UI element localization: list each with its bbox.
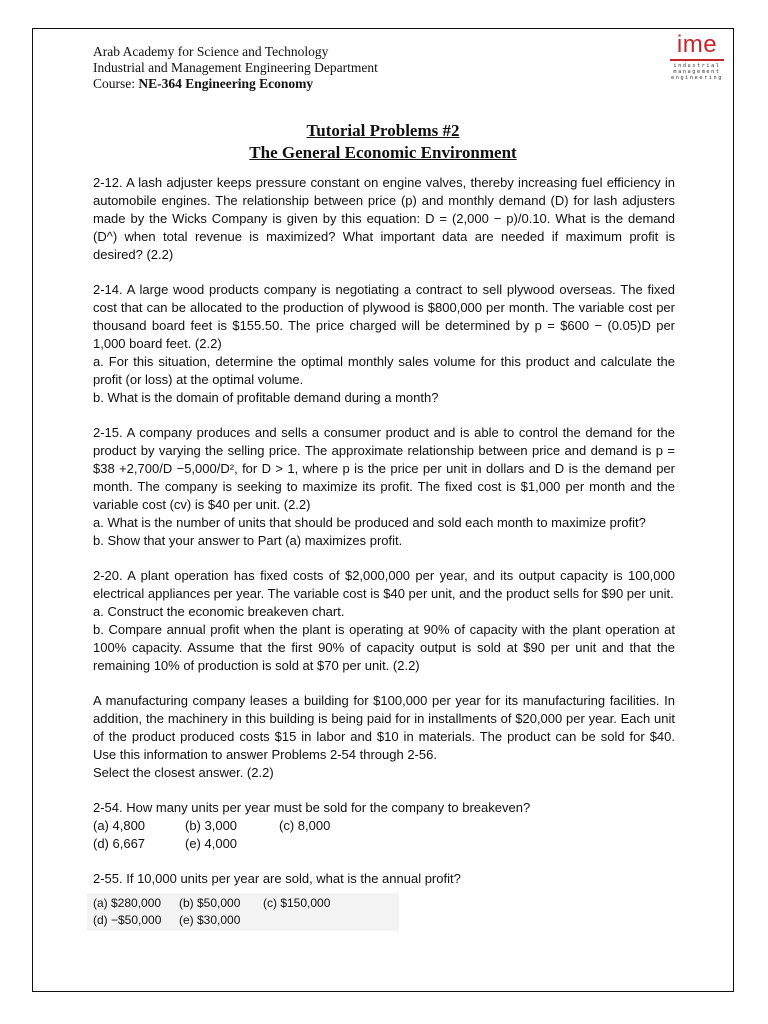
problem-2-55-choices bbox=[93, 895, 393, 929]
course-label: Course: bbox=[93, 76, 135, 91]
title-line-1: Tutorial Problems #2 bbox=[306, 121, 460, 140]
choice-e: (e) 4,000 bbox=[185, 836, 238, 851]
problem-2-54-question: 2-54. How many units per year must be sold for the company to breakeven? bbox=[93, 800, 531, 815]
problem-2-20 bbox=[93, 567, 675, 675]
intro-select: Select the closest answer. (2.2) bbox=[93, 765, 274, 780]
choice-a: (a) 4,800 bbox=[93, 818, 146, 833]
department-name: Industrial and Management Engineering Department bbox=[93, 60, 378, 75]
choice-d: (d) 6,667 bbox=[93, 836, 146, 851]
problem-2-14-part-b: b. What is the domain of profitable demand during a month? bbox=[93, 390, 439, 405]
ime-logo bbox=[668, 33, 726, 81]
problem-2-54-choices bbox=[93, 817, 675, 853]
choice-e: (e) $30,000 bbox=[179, 913, 241, 927]
problem-2-15-text: 2-15. A company produces and sells a consumer product and is able to control the demand for the product by varying the selling price. The approximate relationship between price and demand is p = $38 +2,700/D −5,000/D², for D > 1, where p is the price per unit in dollars and D is the demand per month. The company is seeking to maximize its profit. The fixed cost is $1,000 per month and the variable cost (cv) is $40 per unit. (2.2) bbox=[93, 425, 675, 512]
document-title bbox=[32, 120, 734, 164]
logo-line-management: management bbox=[673, 68, 721, 75]
problem-set-intro bbox=[93, 692, 675, 782]
problem-2-15 bbox=[93, 424, 675, 550]
problem-2-55-question: 2-55. If 10,000 units per year are sold, what is the annual profit? bbox=[93, 871, 461, 886]
choice-a: (a) $280,000 bbox=[93, 896, 162, 910]
title-line-2: The General Economic Environment bbox=[249, 143, 517, 162]
problem-2-14 bbox=[93, 281, 675, 407]
choice-c: (c) $150,000 bbox=[263, 896, 331, 910]
problem-2-12 bbox=[93, 174, 675, 264]
problem-2-15-part-b: b. Show that your answer to Part (a) maximizes profit. bbox=[93, 533, 403, 548]
logo-line-engineering: engineering bbox=[671, 74, 723, 81]
logo-rule bbox=[670, 59, 724, 61]
choice-d: (d) −$50,000 bbox=[93, 913, 162, 927]
course-name: NE-364 Engineering Economy bbox=[138, 76, 314, 91]
problem-2-20-part-b: b. Compare annual profit when the plant is operating at 90% of capacity with the plant operation at 100% capacity. Assume that the first 90% of capacity output is sold at $90 per unit and that the remaining 10% of production is sold at $70 per unit. (2.2) bbox=[93, 622, 675, 673]
problem-2-15-part-a: a. What is the number of units that should be produced and sold each month to maximize profit? bbox=[93, 515, 646, 530]
problem-2-55-choices-box bbox=[87, 893, 399, 931]
problem-2-14-part-a: a. For this situation, determine the optimal monthly sales volume for this product and calculate the profit (or loss) at the optimal volume. bbox=[93, 354, 675, 387]
problem-2-12-text: 2-12. A lash adjuster keeps pressure constant on engine valves, thereby increasing fuel efficiency in automobile engines. The relationship between price (p) and monthly demand (D) for lash adjusters made by the Wicks Company is given by this equation: D = (2,000 − p)/0.10. What is the demand (D^) when total revenue is maximized? What important data are needed if maximum profit is desired? (2.2) bbox=[93, 175, 675, 262]
choice-c: (c) 8,000 bbox=[279, 818, 331, 833]
logo-line-industrial: industrial bbox=[673, 62, 721, 69]
institution-name: Arab Academy for Science and Technology bbox=[93, 44, 329, 59]
logo-mark: ime bbox=[676, 31, 718, 58]
problem-2-20-part-a: a. Construct the economic breakeven chart. bbox=[93, 604, 345, 619]
problem-2-20-text: 2-20. A plant operation has fixed costs of $2,000,000 per year, and its output capacity is 100,000 electrical appliances per year. The variable cost is $40 per unit, and the product sells for $90 per unit. bbox=[93, 568, 675, 601]
choice-b: (b) $50,000 bbox=[179, 896, 241, 910]
problems-body bbox=[93, 174, 675, 948]
document-header bbox=[93, 44, 378, 92]
intro-text: A manufacturing company leases a building for $100,000 per year for its manufacturing facilities. In addition, the machinery in this building is being paid for in installments of $20,000 per year. Each unit of the product produced costs $15 in labor and $10 in materials. The product can be sold for $40. Use this information to answer Problems 2-54 through 2-56. bbox=[93, 693, 675, 762]
problem-2-55 bbox=[93, 870, 675, 931]
course-line bbox=[93, 76, 378, 92]
problem-2-14-text: 2-14. A large wood products company is negotiating a contract to sell plywood overseas. The fixed cost that can be allocated to the production of plywood is $800,000 per month. The variable cost per thousand board feet is $155.50. The price charged will be determined by p = $600 − (0.05)D per 1,000 board feet. (2.2) bbox=[93, 282, 675, 351]
choice-b: (b) 3,000 bbox=[185, 818, 238, 833]
problem-2-54 bbox=[93, 799, 675, 853]
